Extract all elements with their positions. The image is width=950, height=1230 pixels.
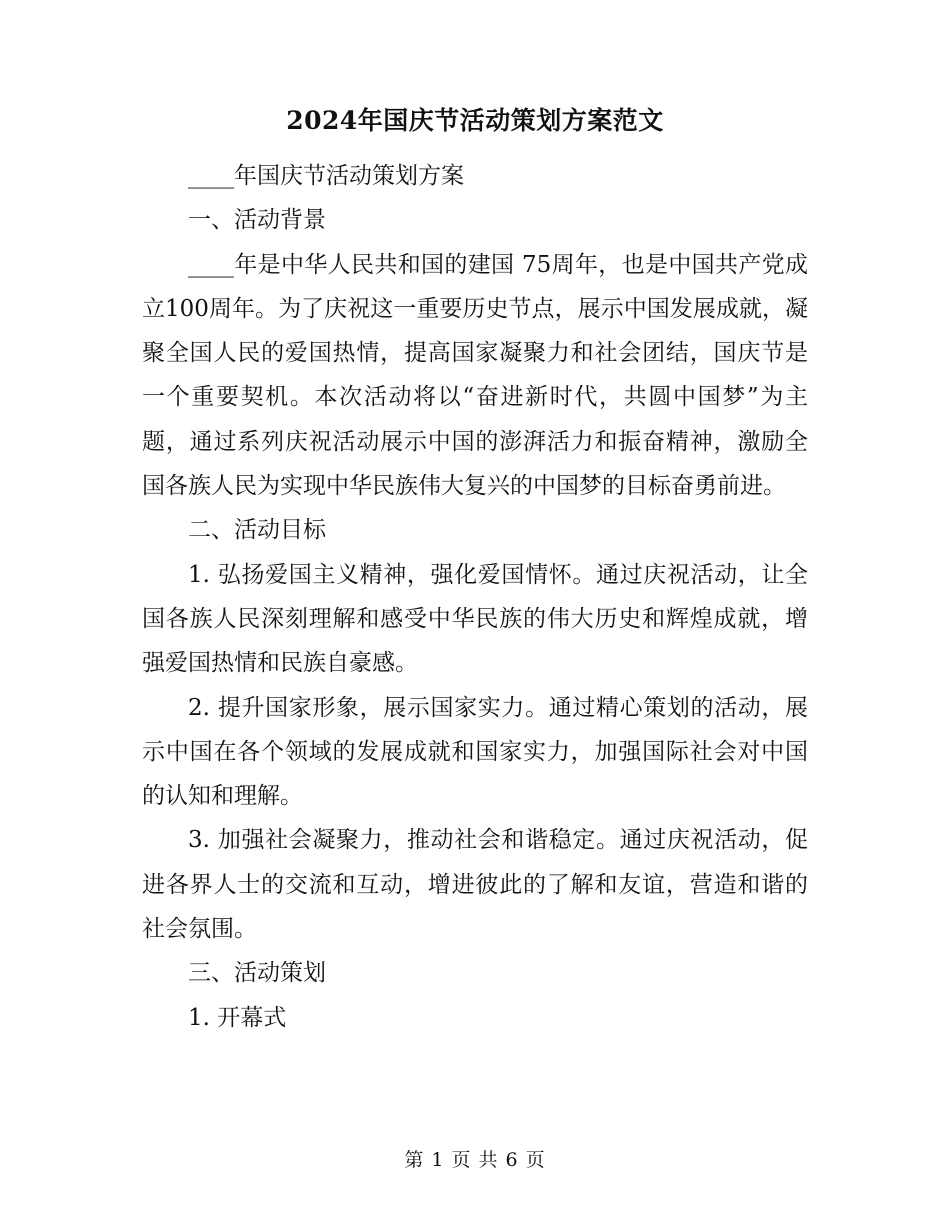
background-paragraph: ____年是中华人民共和国的建国 75周年，也是中国共产党成立100周年。为了庆祝这一重要历史节点，展示中国发展成就，凝聚全国人民的爱国热情，提高国家凝聚力和社会团结，国庆节是一个重要契机。本次活动将以“奋进新时代，共圆中国梦”为主题，通过系列庆祝活动展示中国的澎湃活力和振奋精神，激励全国各族人民为实现中华民族伟大复兴的中国梦的目标奋勇前进。 [142,251,808,500]
subtitle-paragraph: ____年国庆节活动策划方案 [188,163,464,189]
goal-item-1: 1. 弘扬爱国主义精神，强化爱国情怀。通过庆祝活动，让全国各族人民深刻理解和感受中华民族的伟大历史和辉煌成就，增强爱国热情和民族自豪感。 [142,561,808,677]
goal-item-3: 3. 加强社会凝聚力，推动社会和谐稳定。通过庆祝活动，促进各界人士的交流和互动，增进彼此的了解和友谊，营造和谐的社会氛围。 [142,827,808,943]
section-heading-goals: 二、活动目标 [188,517,326,544]
section-heading-background: 一、活动背景 [188,207,326,234]
section-heading-planning: 三、活动策划 [188,960,326,987]
planning-item-1: 1. 开幕式 [188,1004,287,1031]
page-footer: 第 1 页 共 6 页 [404,1149,546,1171]
goal-item-2: 2. 提升国家形象，展示国家实力。通过精心策划的活动，展示中国在各个领域的发展成就和国家实力，加强国际社会对中国的认知和理解。 [142,694,808,810]
document-title: 2024年国庆节活动策划方案范文 [286,106,664,135]
